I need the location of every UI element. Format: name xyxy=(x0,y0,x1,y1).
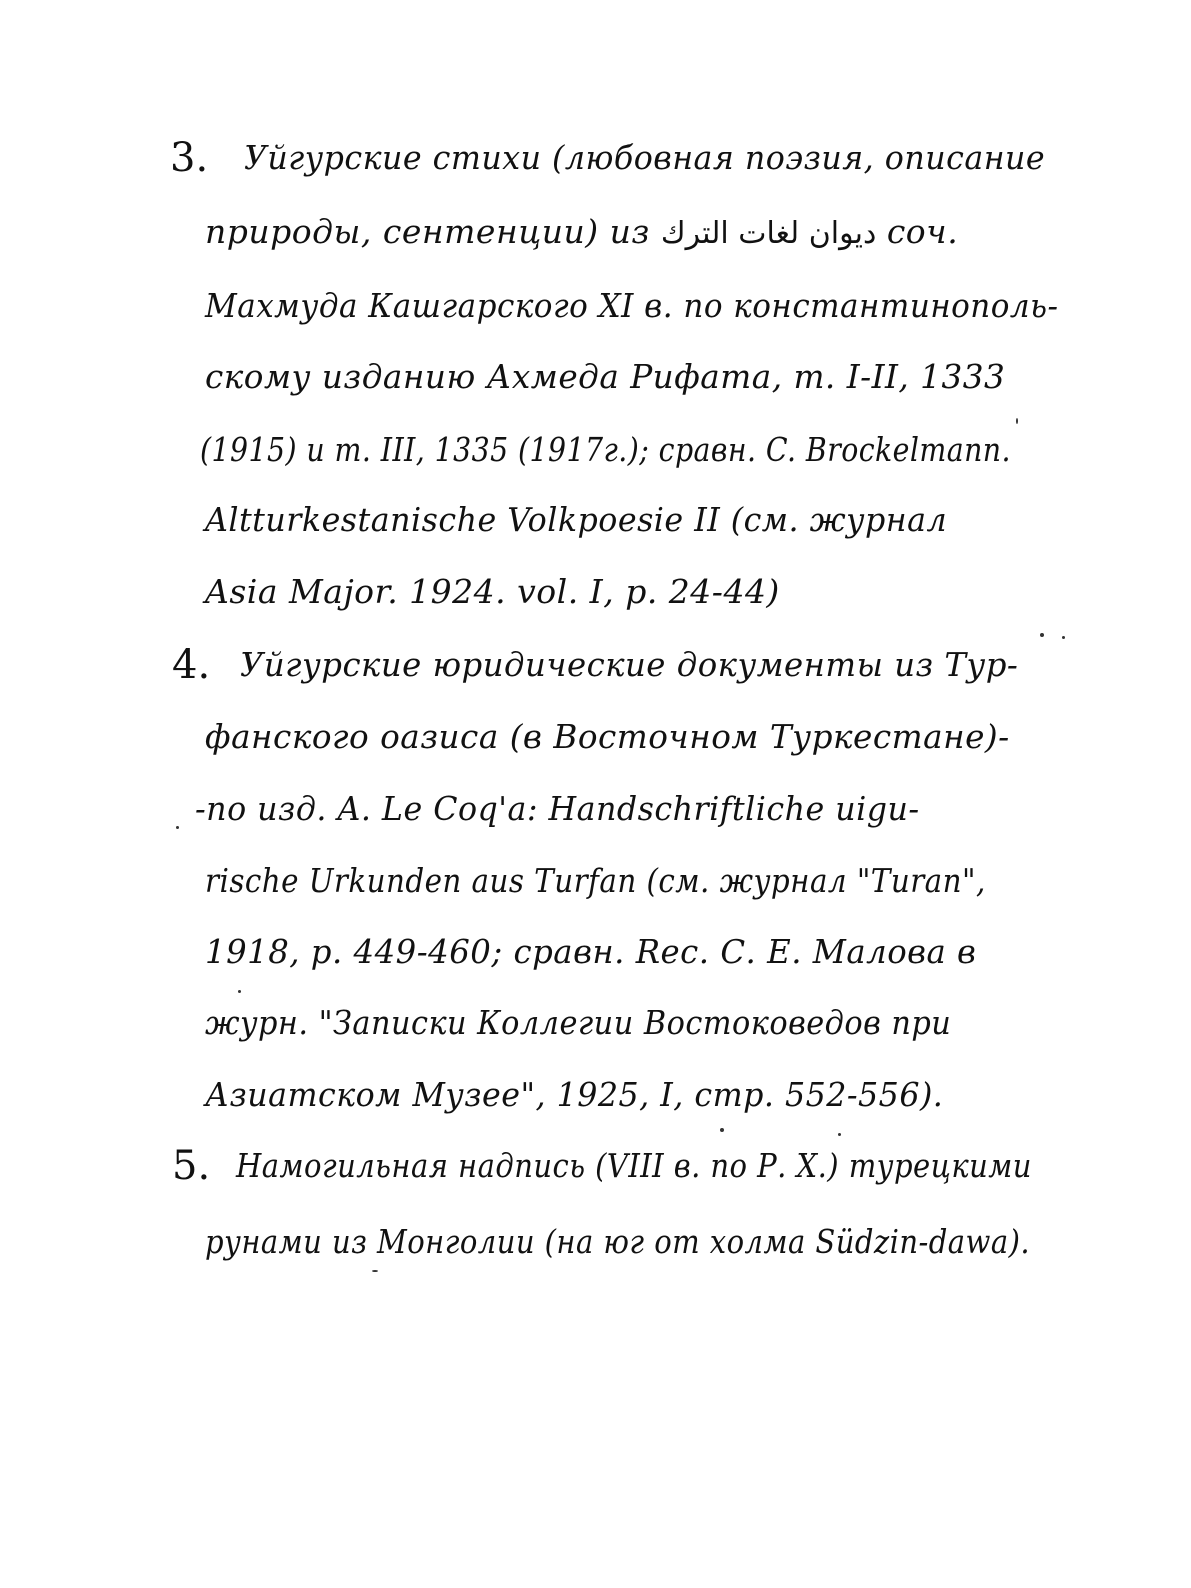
scan-speck xyxy=(1040,633,1044,637)
entry-line-text: природы, сентенции) из xyxy=(205,212,650,251)
entry-line: фанского оазиса (в Восточном Туркестане)- xyxy=(205,717,1010,756)
entry-line: Азиатском Музее", 1925, I, стр. 552-556). xyxy=(205,1075,944,1114)
entry-line: rische Urkunden aus Turfan (см. журнал "Turan", xyxy=(205,861,986,900)
scan-speck xyxy=(372,1270,378,1272)
entry-line: скому изданию Ахмеда Рифата, т. I-II, 1333 xyxy=(205,357,1006,396)
entry-line: Asia Major. 1924. vol. I, p. 24-44) xyxy=(205,572,780,611)
entry-line: Altturkestanische Volkpoesie II (см. журнал xyxy=(205,500,948,539)
entry-line-with-arabic xyxy=(205,212,958,254)
scan-speck xyxy=(238,990,241,993)
entry-line: Уйгурские стихи (любовная поэзия, описание xyxy=(244,138,1046,177)
scan-speck xyxy=(1062,636,1065,639)
scan-speck xyxy=(1016,418,1018,424)
scan-speck xyxy=(838,1133,841,1136)
entry-number: 3. xyxy=(170,135,209,181)
scan-speck xyxy=(720,1128,724,1132)
entry-line: Уйгурские юридические документы из Тур- xyxy=(240,645,1019,684)
entry-number: 4. xyxy=(172,642,211,688)
entry-line: -по изд. A. Le Coq'a: Handschriftliche uigu- xyxy=(195,789,920,828)
entry-line: Махмуда Кашгарского XI в. по константинополь- xyxy=(205,286,1059,325)
scan-speck xyxy=(176,826,179,829)
entry-line: рунами из Монголии (на юг от холма Südzin-dawa). xyxy=(205,1222,1031,1261)
entry-line: Намогильная надпись (VIII в. по Р. Х.) турецкими xyxy=(236,1146,1032,1185)
entry-line: журн. "Записки Коллегии Востоковедов при xyxy=(205,1003,952,1042)
entry-line: 1918, p. 449-460; сравн. Rec. С. Е. Малова в xyxy=(205,932,977,971)
entry-number: 5. xyxy=(172,1143,211,1189)
entry-line-tail: соч. xyxy=(886,212,959,251)
entry-line: (1915) и т. III, 1335 (1917г.); сравн. C. Brockelmann. xyxy=(200,430,1011,469)
arabic-title: ديوان لغات الترك xyxy=(660,216,877,251)
